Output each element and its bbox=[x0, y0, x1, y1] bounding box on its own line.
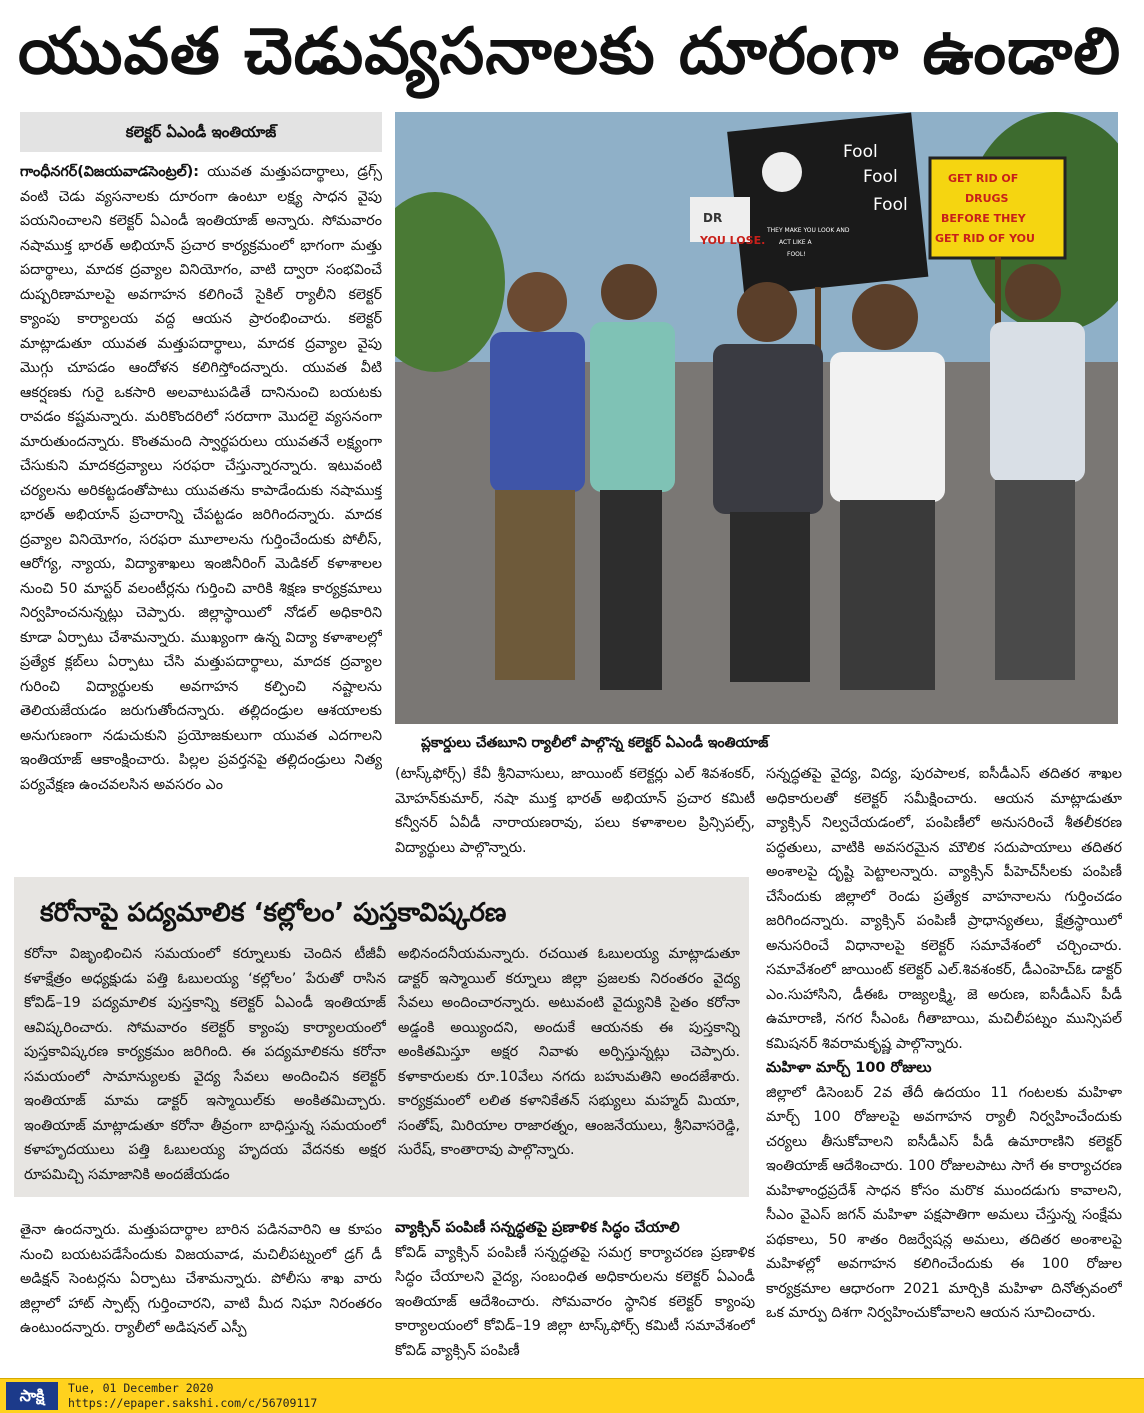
person-head-4 bbox=[852, 284, 918, 350]
person-trousers-4 bbox=[840, 500, 935, 690]
footer-text bbox=[68, 1381, 317, 1411]
boxed-story-left bbox=[24, 942, 386, 1192]
boxed-story-body-left: కరోనా విజృంభించిన సమయంలో కర్నూలుకు చెందిన టీజీవీ కళాక్షేత్రం అధ్యక్షుడు పత్తి ఓబులయ్య ‘కల్లోలం’ పేరుతో రాసిన కోవిడ్–19 పద్యమాలిక పుస్తకాన్ని కలెక్టర్ ఏఎండీ ఇంతియాజ్ ఆవిష్కరించారు. సోమవారం కలెక్టర్ క్యాంపు కార్యాలయంలో పుస్తకావిష్కరణ కార్యక్రమం జరిగింది. ఈ పద్యమాలికను కరోనా సమయంలో సామాన్యులకు వైద్య సేవలు అందించిన కలెక్టర్ ఇంతియాజ్ మామ డాక్టర్ ఇస్మాయిల్‌కు అంకితమిచ్చారు. ఇంతియాజ్ మాట్లాడుతూ కరోనా తీవ్రంగా బాధిస్తున్న సమయంలో కళాహృదయులు పత్తి ఓబులయ్య హృదయ వేదనకు అక్షర రూపమిచ్చి సమాజానికి అందజేయడం bbox=[24, 946, 386, 1183]
skull-icon bbox=[762, 152, 802, 192]
sakshi-logo: సాక్షి bbox=[6, 1382, 58, 1410]
article-column-right bbox=[766, 762, 1122, 1374]
person-trousers-3 bbox=[730, 512, 810, 682]
person-shirt-5 bbox=[990, 322, 1085, 482]
article-column-bottom-left bbox=[20, 1218, 382, 1374]
footer-bar bbox=[0, 1378, 1144, 1413]
rally-photo-illustration bbox=[395, 112, 1118, 724]
boxed-story-body-right: అభినందనీయమన్నారు. రచయిత ఓబులయ్య మాట్లాడుతూ డాక్టర్ ఇస్మాయిల్ కర్నూలు జిల్లా ప్రజలకు నిరంతరం వైద్య సేవలు అందించారన్నారు. అటువంటి వైద్యునికి సైతం కరోనా అడ్డంకి అయ్యిందని, అందుకే ఆయనకు ఈ పుస్తకాన్ని అంకితమిస్తూ అక్షర నివాళు అర్పిస్తున్నట్లు చెప్పారు. కళాకారులకు రూ.10వేలు నగదు బహుమతిని అందజేశారు. కార్యక్రమంలో లలిత కళానికేతన్ సభ్యులు మహ్మద్ మియా, సంతోష్, మిరియాల రాజారత్నం, ఆంజనేయులు, శ్రీనివాసరెడ్డి, సురేష్, కాంతారావు పాల్గొన్నారు. bbox=[398, 946, 740, 1158]
person-trousers-1 bbox=[495, 490, 575, 680]
person-head-2 bbox=[601, 264, 657, 320]
article-body-right-2: జిల్లాలో డిసెంబర్ 2వ తేదీ ఉదయం 11 గంటలకు మహిళా మార్చ్ 100 రోజులపై అవగాహన ర్యాలీ నిర్వహించేందుకు చర్యలు తీసుకోవాలని ఐసీడీఎస్ పీడీ ఉమారాణిని కలెక్టర్ ఇంతియాజ్ ఆదేశించారు. 100 రోజులపాటు సాగే ఈ కార్యాచరణ మహిళాంధ్రప్రదేశ్ సాధన కోసం మరొక ముందడుగు కావాలని, సీఎం వైఎస్ జగన్ మహిళా పక్షపాతిగా అమలు చేస్తున్న సంక్షేమ పథకాలు, 50 శాతం రిజర్వేషన్ల అమలు, తదితర అంశాలపై మహిళల్లో అవగాహన కలిగించేందుకు ఈ 100 రోజుల కార్యక్రమాల ఆధారంగా 2021 మార్చికి మహిళా దినోత్సవంలో ఒక మార్పు దిశగా నిర్వహించుకోవాలని ఆయన సూచించారు. bbox=[766, 1084, 1122, 1321]
sign-drugs-1: GET RID OF bbox=[948, 172, 1019, 185]
sign-drugs-4: GET RID OF YOU bbox=[935, 232, 1035, 245]
article-body-right-1: సన్నద్ధతపై వైద్య, విద్య, పురపాలక, ఐసీడీఎస్ తదితర శాఖల అధికారులతో కలెక్టర్ సమీక్షించారు. ఆయన మాట్లాడుతూ వ్యాక్సిన్ నిల్వచేయడంలో, పంపిణీలో అనుసరించే శీతలీకరణ పద్ధతులు, వాటికి అవసరమైన మౌలిక సదుపాయాలు తదితర అంశాలపై దృష్టి పెట్టాలన్నారు. వ్యాక్సిన్ పీహెచ్‌సీలకు పంపిణీ చేసేందుకు జిల్లాలో రెండు ప్రత్యేక వాహనాలను గుర్తించడం జరిగిందన్నారు. వ్యాక్సిన్ పంపిణీ ప్రాధాన్యతలు, క్షేత్రస్థాయిలో అనుసరించే విధానాలపై కలెక్టర్ సమావేశంలో చర్చించారు. సమావేశంలో జాయింట్ కలెక్టర్ ఎల్.శివశంకర్, డీఎంహెచ్‌ఓ డాక్టర్ ఎం.సుహాసిని, డీఈఓ రాజ్యలక్ష్మి, జె అరుణ, ఐసీడీఎస్ పీడీ ఉమారాణి, నగర సీఎంఓ గీతాబాయి, మచిలీపట్నం మున్సిపల్ కమిషనర్ శివరామకృష్ణ పాల్గొన్నారు. bbox=[766, 766, 1122, 1052]
sign-drugs-3: BEFORE THEY bbox=[941, 212, 1026, 225]
article-body-bottom-mid: కోవిడ్ వ్యాక్సిన్ పంపిణీ సన్నద్ధతపై సమగ్ర కార్యాచరణ ప్రణాళిక సిద్ధం చేయాలని వైద్య, సంబంధిత అధికారులను కలెక్టర్ ఏఎండీ ఇంతియాజ్ ఆదేశించారు. సోమవారం స్థానిక కలెక్టర్ క్యాంపు కార్యాలయంలో కోవిడ్–19 జిల్లా టాస్క్‌ఫోర్స్ కమిటీ సమావేశంలో కోవిడ్ వ్యాక్సిన్ పంపిణీ bbox=[395, 1244, 755, 1359]
photo-caption: ప్లకార్డులు చేతబూని ర్యాలీలో పాల్గొన్న కలెక్టర్ ఏఎండీ ఇంతియాజ్ bbox=[421, 735, 769, 751]
boxed-story-right bbox=[398, 942, 740, 1192]
sign-small-3: FOOL! bbox=[787, 251, 806, 258]
sign-small-1: THEY MAKE YOU LOOK AND bbox=[767, 227, 850, 234]
person-head-5 bbox=[1005, 264, 1061, 320]
boxed-story-title: కరోనాపై పద్యమాలిక ‘కల్లోలం’ పుస్తకావిష్కరణ bbox=[40, 898, 507, 928]
sign-fool-1: Fool bbox=[843, 142, 878, 162]
subhead-mahila-march: మహిళా మార్చ్ 100 రోజులు bbox=[766, 1060, 932, 1076]
byline: కలెక్టర్ ఏఎండీ ఇంతియాజ్ bbox=[20, 112, 382, 152]
person-head-1 bbox=[507, 272, 567, 332]
article-body-mid: (టాస్క్‌ఫోర్స్) కేవీ శ్రీనివాసులు, జాయింట్ కలెక్టర్లు ఎల్ శివశంకర్, మోహన్‌కుమార్, నషా ముక్త భారత్ అభియాన్ ప్రచార కమిటీ కన్వీనర్ ఏవీడీ నారాయణరావు, పలు కళాశాలల ప్రిన్సిపల్స్, విద్యార్థులు పాల్గొన్నారు. bbox=[395, 766, 755, 856]
article-column-1 bbox=[20, 160, 382, 862]
person-shirt-4 bbox=[830, 352, 945, 502]
person-head-3 bbox=[737, 282, 797, 342]
sign-fool-2: Fool bbox=[863, 167, 898, 187]
sign-dr: DR bbox=[703, 211, 723, 225]
person-trousers-5 bbox=[995, 480, 1075, 680]
article-body-1: యువత మత్తుపదార్థాలు, డ్రగ్స్ వంటి చెడు వ్యసనాలకు దూరంగా ఉంటూ లక్ష్య సాధన వైపు పయనించాలని కలెక్టర్ ఏఎండీ ఇంతియాజ్ అన్నారు. సోమవారం నషాముక్త భారత్ అభియాన్ ప్రచార కార్యక్రమంలో భాగంగా మత్తు పదార్థాలు, మాదక ద్రవ్యాల వినియోగం, వాటి ద్వారా సంభవించే దుష్పరిణామాలపై అవగాహన కలిగించే సైకిల్ ర్యాలీని కలెక్టర్ క్యాంపు కార్యాలయ వద్ద ఆయన ప్రారంభించారు. కలెక్టర్ మాట్లాడుతూ యువత మత్తుపదార్థాలు, మాదక ద్రవ్యాల వైపు మొగ్గు చూపడం ఆందోళన కలిగిస్తోందన్నారు. యువత వీటి ఆకర్షణకు గురై ఒకసారి అలవాటుపడితే దానినుంచి బయటకు రావడం కష్టమన్నారు. మరికొందరిలో సరదాగా మొదలై వ్యసనంగా మారుతుందన్నారు. కొంతమంది స్వార్థపరులు యువతనే లక్ష్యంగా చేసుకుని మాదకద్రవ్యాలు సరఫరా చేస్తున్నారన్నారు. ఇటువంటి చర్యలను అరికట్టడంతోపాటు యువతను కాపాడేందుకు నషాముక్త భారత్ అభియాన్ ప్రచారాన్ని చేపట్టడం జరిగిందన్నారు. మాదక ద్రవ్యాల వినియోగం, సరఫరా మూలాలను గుర్తించేందుకు పోలీస్, ఆరోగ్య, న్యాయ, విద్యాశాఖలు ఇంజినీరింగ్ మెడికల్ కళాశాలల నుంచి 50 మాస్టర్ వలంటీర్లను గుర్తించి వారికి శిక్షణ కార్యక్రమాలు నిర్వహించనున్నట్లు చెప్పారు. జిల్లాస్థాయిలో నోడల్ అధికారిని కూడా ఏర్పాటు చేశామన్నారు. ముఖ్యంగా ఉన్న విద్యా కళాశాలల్లో ప్రత్యేక క్లబ్‌లు ఏర్పాటు చేసి మత్తుపదార్థాలు, మాదక ద్రవ్యాల గురించి విద్యార్థులకు అవగాహన కల్పించి నష్టాలను తెలియజేయడం జరుగుతోందన్నారు. తల్లిదండ్రుల ఆశయాలకు అనుగుణంగా నడుచుకుని ప్రయోజకులుగా యువత ఎదగాలని ఇంతియాజ్ ఆకాంక్షించారు. పిల్లల ప్రవర్తనపై తల్లిదండ్రులు నిత్య పర్యవేక్షణ ఉంచవలసిన అవసరం ఎం bbox=[20, 164, 382, 793]
headline: యువత చెడువ్యసనాలకు దూరంగా ఉండాలి bbox=[18, 15, 1122, 89]
person-suit-3 bbox=[713, 344, 823, 514]
person-shirt-2 bbox=[590, 322, 675, 492]
article-column-mid bbox=[395, 762, 755, 862]
sign-lose: YOU LOSE. bbox=[700, 234, 766, 247]
rally-photo bbox=[395, 112, 1118, 724]
footer-date: Tue, 01 December 2020 bbox=[68, 1381, 214, 1395]
person-shirt-1 bbox=[490, 332, 585, 492]
article-column-bottom-mid bbox=[395, 1216, 755, 1374]
sign-fool-3: Fool bbox=[873, 195, 908, 215]
person-trousers-2 bbox=[600, 490, 662, 690]
footer-url[interactable]: https://epaper.sakshi.com/c/56709117 bbox=[68, 1396, 318, 1410]
sign-small-2: ACT LIKE A bbox=[779, 239, 812, 246]
article-body-bottom-left: తైనా ఉందన్నారు. మత్తుపదార్థాల బారిన పడినవారిని ఆ కూపం నుంచి బయటపడేసేందుకు విజయవాడ, మచిలీపట్నంలో డ్రగ్ డీ అడిక్షన్ సెంటర్లను ఏర్పాటు చేశామన్నారు. పోలీసు శాఖ వారు జిల్లాలో హాట్ స్పాట్స్ గుర్తించారని, వాటి మీద నిఘా నిరంతరం ఉంటుందన్నారు. ర్యాలీలో అడిషనల్ ఎస్పీ bbox=[20, 1222, 382, 1336]
sign-drugs-2: DRUGS bbox=[965, 192, 1009, 205]
subhead-vaccine: వ్యాక్సిన్ పంపిణీ సన్నద్ధతపై ప్రణాళిక సిద్ధం చేయాలి bbox=[395, 1220, 680, 1236]
dateline: గాంధీనగర్(విజయవాడసెంట్రల్): bbox=[20, 164, 200, 180]
